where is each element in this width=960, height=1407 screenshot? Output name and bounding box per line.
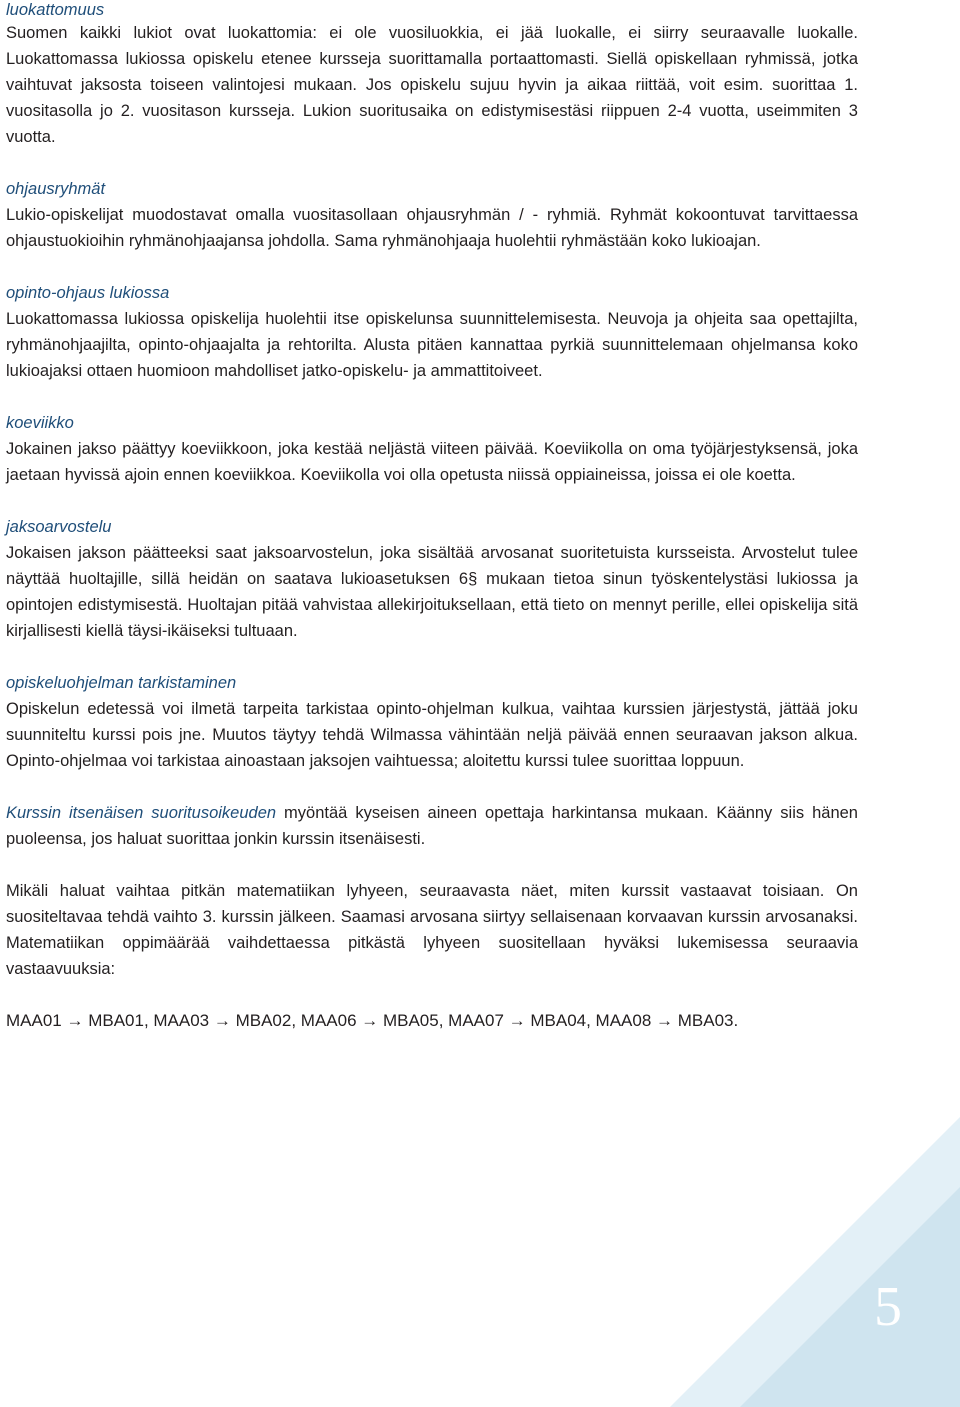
section-heading: opiskeluohjelman tarkistaminen <box>6 674 237 692</box>
document-page <box>6 0 858 1034</box>
section-opinto-ohjaus <box>6 280 858 384</box>
math-paragraph: Mikäli haluat vaihtaa pitkän matematiikan lyhyeen, seuraavasta näet, miten kurssit vastaavat toisiaan. On suositeltavaa tehdä vaihto 3. kurssin jälkeen. Saamasi arvosana siirtyy sellaisenaan korvaavan kurssin arvosanaksi. Matematiikan oppimäärää vaihdettaessa pitkästä lyhyeen suositellaan hyväksi lukemisessa seuraavia vastaavuuksia: <box>6 882 858 978</box>
section-luokattomuus <box>6 0 858 150</box>
section-body: Opiskelun edetessä voi ilmetä tarpeita tarkistaa opinto-ohjelman kulkua, vaihtaa kurssien järjestystä, jättää joku suunniteltu kurssi pois jne. Muutos täytyy tehdä Wilmassa vähintään neljä päivää ennen seuraavan jakson alkua. Opinto-ohjelmaa voi tarkistaa ainoastaan jaksojen vaihtuessa; aloitettu kurssi tulee suorittaa loppuun. <box>6 700 858 770</box>
section-koeviikko <box>6 410 858 488</box>
page-number: 5 <box>874 1276 902 1338</box>
self-study-rest: myöntää kyseisen aineen opettaja harkintansa mukaan. Käänny siis hänen puoleensa, jos haluat suorittaa jonkin kurssin itsenäisesti. <box>6 804 858 848</box>
section-body: Luokattomassa lukiossa opiskelija huolehtii itse opiskelunsa suunnittelemisesta. Neuvoja ja ohjeita saa opettajilta, ryhmänohjaajilta, opinto-ohjaajalta ja rehtorilta. Alusta pitäen kannattaa pyrkiä suunnittelemaan ohjelmansa koko lukioajaksi ottaen huomioon mahdolliset jatko-opiskelu- ja ammattitoiveet. <box>6 310 858 380</box>
section-heading: luokattomuus <box>6 1 105 19</box>
section-heading: jaksoarvostelu <box>6 518 112 536</box>
spacer <box>6 488 858 514</box>
corner-decoration <box>670 1117 960 1407</box>
section-body: Jokainen jakso päättyy koeviikkoon, joka kestää neljästä viiteen päivää. Koeviikolla on oma työjärjestyksensä, joka jaetaan hyvissä ajoin ennen koeviikkoa. Koeviikolla voi olla opetusta niissä oppiaineissa, joissa ei ole koetta. <box>6 440 858 484</box>
spacer <box>6 254 858 280</box>
section-opiskeluohjelma <box>6 670 858 774</box>
section-heading: opinto-ohjaus lukiossa <box>6 284 170 302</box>
section-heading: ohjausryhmät <box>6 180 106 198</box>
spacer <box>6 852 858 878</box>
spacer <box>6 384 858 410</box>
self-study-paragraph <box>6 800 858 852</box>
section-body: Jokaisen jakson päätteeksi saat jaksoarvostelun, joka sisältää arvosanat suoritetuista kursseista. Arvostelut tulee näyttää huoltajille, sillä heidän on saatava lukioasetuksen 6§ mukaan tietoa sinun työskentelystäsi lukiossa ja opintojen edistymisestä. Huoltajan pitää vahvistaa allekirjoituksellaan, että tieto on mennyt perille, ellei opiskelija sitä kirjallisesti kiellä täysi-ikäiseksi tultuaan. <box>6 544 858 640</box>
corner-dark-triangle <box>740 1187 960 1407</box>
spacer <box>6 774 858 800</box>
section-jaksoarvostelu <box>6 514 858 644</box>
section-heading: koeviikko <box>6 414 74 432</box>
course-mapping: MAA01 → MBA01, MAA03 → MBA02, MAA06 → MBA05, MAA07 → MBA04, MAA08 → MBA03. <box>6 1011 739 1030</box>
spacer <box>6 644 858 670</box>
self-study-lead: Kurssin itsenäisen suoritusoikeuden <box>6 804 277 822</box>
section-body: Lukio-opiskelijat muodostavat omalla vuositasollaan ohjausryhmän / - ryhmiä. Ryhmät kokoontuvat tarvittaessa ohjaustuokioihin ryhmänohjaajansa johdolla. Sama ryhmänohjaaja huolehtii ryhmästään koko lukioajan. <box>6 206 858 250</box>
section-body: Suomen kaikki lukiot ovat luokattomia: ei ole vuosiluokkia, ei jää luokalle, ei siirry seuraavalle luokalle. Luokattomassa lukiossa opiskelu etenee kursseja suorittamalla portaattomasti. Siellä opiskellaan ryhmissä, jotka vaihtuvat jaksosta toiseen valintojesi mukaan. Jos opiskelu sujuu hyvin ja aikaa riittää, voit esim. suorittaa 1. vuositasolla jo 2. vuositason kursseja. Lukion suoritusaika on edistymisestäsi riippuen 2-4 vuotta, useimmiten 3 vuotta. <box>6 24 858 146</box>
spacer <box>6 982 858 1008</box>
section-ohjausryhmat <box>6 176 858 254</box>
spacer <box>6 150 858 176</box>
